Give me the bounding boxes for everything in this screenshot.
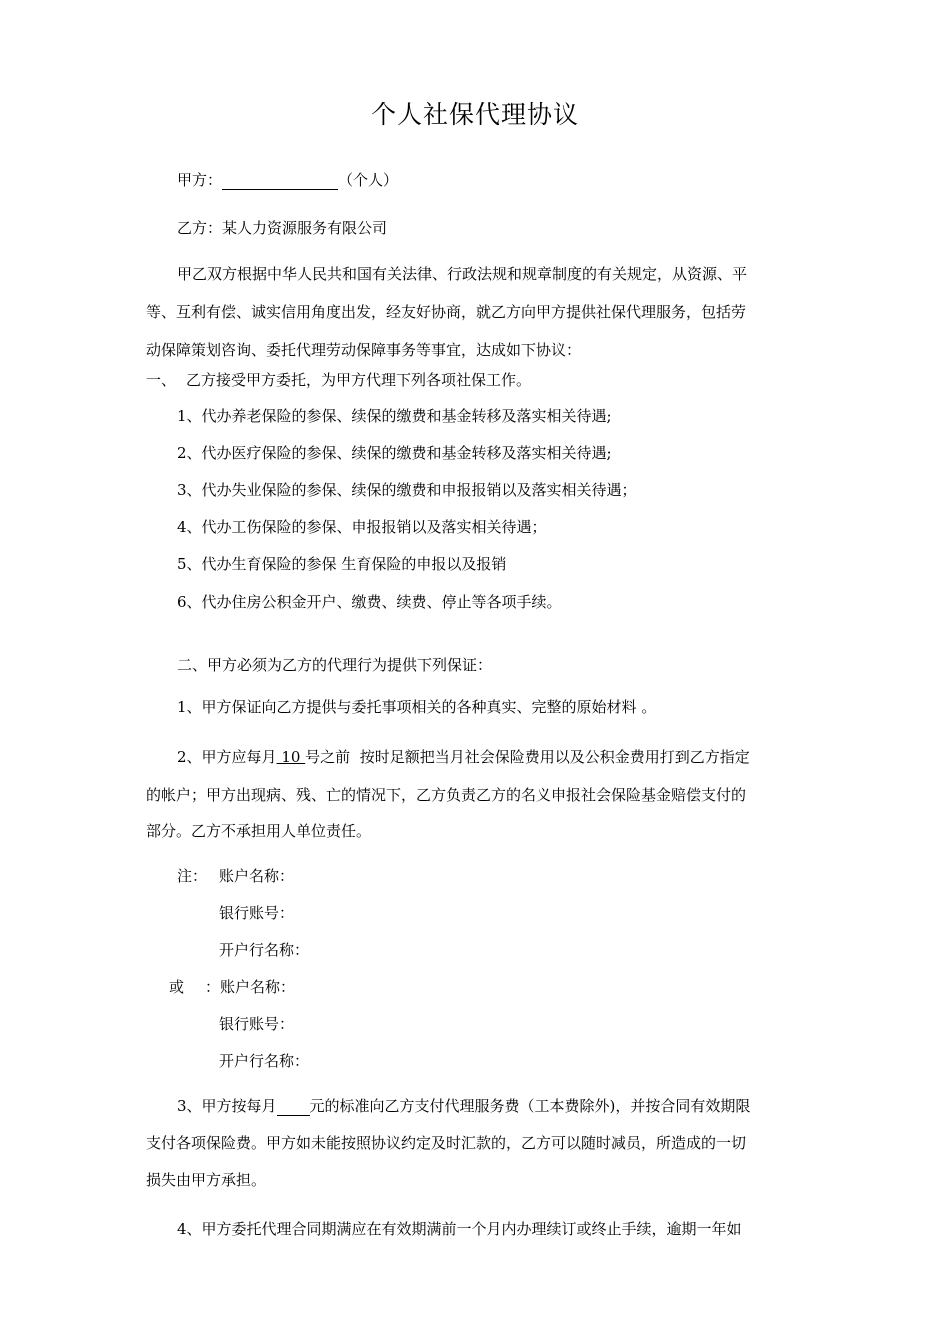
note-label: 注： bbox=[177, 867, 208, 885]
party-a-label: 甲方： bbox=[177, 171, 223, 189]
section2-item-2-line-1 bbox=[177, 747, 750, 767]
item3-prefix: 3、甲方按每月 bbox=[177, 1097, 277, 1115]
document-title: 个人社保代理协议 bbox=[370, 100, 579, 129]
party-a-blank bbox=[222, 172, 338, 190]
note-or-account-name: ：账户名称： bbox=[205, 978, 296, 996]
item2-suffix: 号之前 按时足额把当月社会保险费用以及公积金费用打到乙方指定 bbox=[305, 748, 750, 766]
section2-item-4: 4、甲方委托代理合同期满应在有效期满前一个月内办理续订或终止手续，逾期一年如 bbox=[177, 1220, 742, 1238]
section2-item-2-line-2: 的帐户；甲方出现病、残、亡的情况下，乙方负责乙方的名义申报社会保险基金赔偿支付的 bbox=[146, 786, 747, 804]
note-or-label: 或 bbox=[169, 978, 185, 996]
section1-heading: 乙方接受甲方委托，为甲方代理下列各项社保工作。 bbox=[186, 371, 532, 389]
party-b-line: 乙方：某人力资源服务有限公司 bbox=[177, 219, 388, 237]
note-account-name: 账户名称： bbox=[219, 867, 295, 885]
section2-item-3-line-3: 损失由甲方承担。 bbox=[146, 1171, 267, 1189]
note-or-bank-name: 开户行名称： bbox=[219, 1052, 310, 1070]
section2-item-3-line-1 bbox=[177, 1096, 750, 1116]
party-a-line bbox=[177, 170, 398, 190]
item3-suffix: 元的标准向乙方支付代理服务费（工本费除外)，并按合同有效期限 bbox=[309, 1097, 751, 1115]
note-or-bank-account: 银行账号： bbox=[219, 1015, 295, 1033]
section1-item-1: 1、代办养老保险的参保、续保的缴费和基金转移及落实相关待遇; bbox=[177, 407, 612, 425]
note-bank-account: 银行账号： bbox=[219, 904, 295, 922]
intro-line-3: 动保障策划咨询、委托代理劳动保障事务等事宜，达成如下协议： bbox=[146, 341, 582, 359]
section2-item-2-line-3: 部分。乙方不承担用人单位责任。 bbox=[146, 822, 372, 840]
section1-item-6: 6、代办住房公积金开户、缴费、续费、停止等各项手续。 bbox=[177, 593, 562, 611]
item3-fee-blank bbox=[277, 1098, 310, 1116]
party-a-suffix: （个人） bbox=[338, 171, 399, 189]
section2-heading: 二、甲方必须为乙方的代理行为提供下列保证： bbox=[177, 656, 493, 674]
section2-item-1: 1、甲方保证向乙方提供与委托事项相关的各种真实、完整的原始材料 。 bbox=[177, 698, 657, 716]
section2-item-3-line-2: 支付各项保险费。甲方如未能按照协议约定及时汇款的，乙方可以随时减员，所造成的一切 bbox=[146, 1134, 747, 1152]
item2-day: 10 bbox=[276, 748, 306, 766]
section1-item-4: 4、代办工伤保险的参保、申报报销以及落实相关待遇； bbox=[177, 518, 547, 536]
intro-line-1: 甲乙双方根据中华人民共和国有关法律、行政法规和规章制度的有关规定，从资源、平 bbox=[177, 265, 748, 283]
note-bank-name: 开户行名称： bbox=[219, 941, 310, 959]
intro-line-2: 等、互利有偿、诚实信用角度出发，经友好协商，就乙方向甲方提供社保代理服务，包括劳 bbox=[146, 303, 747, 321]
item2-prefix: 2、甲方应每月 bbox=[177, 748, 277, 766]
section1-item-5: 5、代办生育保险的参保 生育保险的申报以及报销 bbox=[177, 555, 507, 573]
section1-item-3: 3、代办失业保险的参保、续保的缴费和申报报销以及落实相关待遇； bbox=[177, 481, 637, 499]
section1-number: 一、 bbox=[146, 371, 177, 389]
section1-item-2: 2、代办医疗保险的参保、续保的缴费和基金转移及落实相关待遇; bbox=[177, 444, 612, 462]
